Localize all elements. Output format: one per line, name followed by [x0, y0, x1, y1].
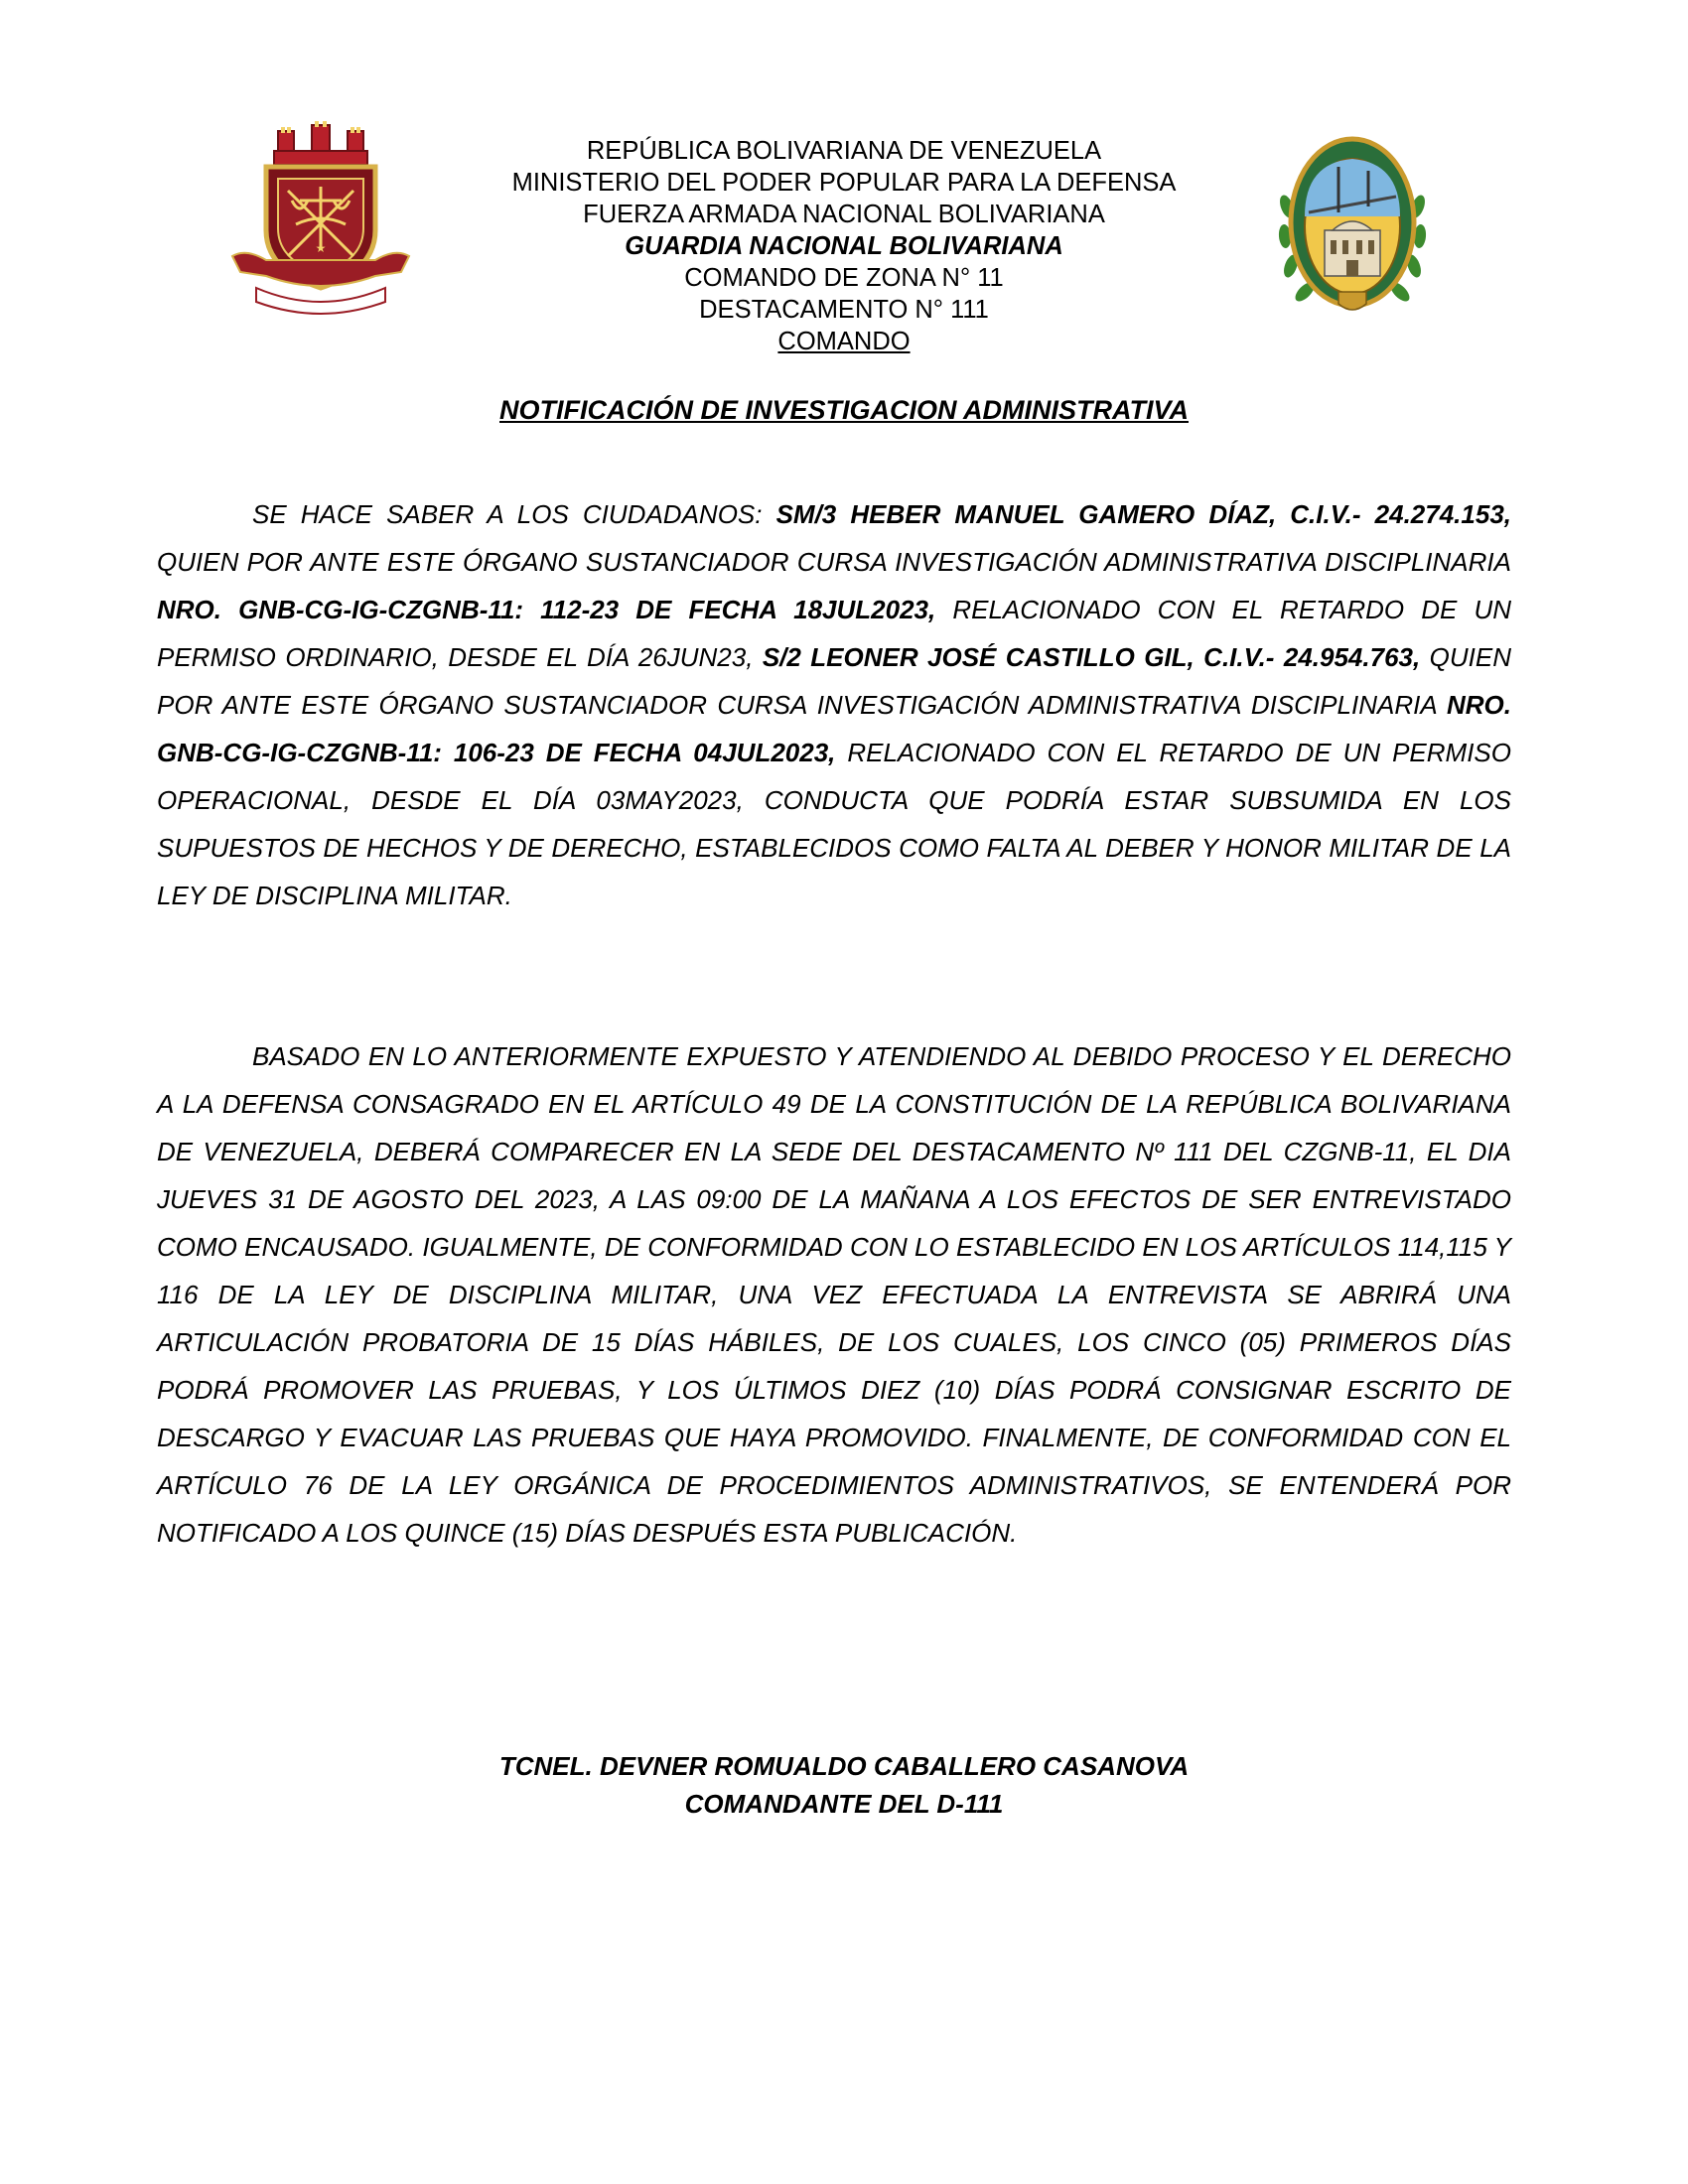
notification-paragraph [157, 490, 1511, 919]
header-republica: REPÚBLICA BOLIVARIANA DE VENEZUELA [586, 137, 1102, 165]
header-guardia-nacional: GUARDIA NACIONAL BOLIVARIANA [625, 232, 1063, 260]
para1-text-4: QUIEN POR ANTE ESTE ÓRGANO SUSTANCIADOR CURSA INVESTIGACIÓN ADMINISTRATIVA DISCIPLINARIA [157, 642, 1511, 720]
svg-text:★: ★ [315, 241, 327, 255]
para1-text-1: SE HACE SABER A LOS CIUDADANOS: [252, 499, 776, 529]
para1-text-5: RELACIONADO CON EL RETARDO DE UN PERMISO OPERACIONAL, DESDE EL DÍA 03MAY2023, CONDUCTA QUE PODRÍA ESTAR SUBSUMIDA EN LOS SUPUESTOS DE HECHOS Y DE DERECHO, ESTABLECIDOS COMO FALTA AL DEBER Y HONOR MILITAR DE LA LEY DE DISCIPLINA MILITAR. [157, 738, 1512, 910]
para1-case-2: NRO. GNB-CG-IG-CZGNB-11: 106-23 DE FECHA 04JUL2023, [157, 690, 1511, 767]
para1-text-2: QUIEN POR ANTE ESTE ÓRGANO SUSTANCIADOR CURSA INVESTIGACIÓN ADMINISTRATIVA DISCIPLINARIA [157, 547, 1511, 577]
signatory-role: COMANDANTE DEL D-111 [684, 1789, 1004, 1819]
para1-person-2: S/2 LEONER JOSÉ CASTILLO GIL, C.I.V.- 24.954.763, [762, 642, 1421, 672]
para1-case-1: NRO. GNB-CG-IG-CZGNB-11: 112-23 DE FECHA 18JUL2023, [157, 595, 936, 624]
signatory-name: TCNEL. DEVNER ROMUALDO CABALLERO CASANOVA [498, 1751, 1190, 1781]
header-destacamento: DESTACAMENTO N° 111 [699, 296, 989, 324]
document-header [0, 135, 1688, 357]
document-title: NOTIFICACIÓN DE INVESTIGACION ADMINISTRATIVA [499, 395, 1189, 425]
signature-block [0, 1747, 1688, 1823]
para1-text-3: RELACIONADO CON EL RETARDO DE UN PERMISO ORDINARIO, DESDE EL DÍA 26JUN23, [157, 595, 1511, 672]
header-ministerio: MINISTERIO DEL PODER POPULAR PARA LA DEFENSA [511, 169, 1177, 197]
para1-person-1: SM/3 HEBER MANUEL GAMERO DÍAZ, C.I.V.- 24.274.153, [775, 499, 1511, 529]
header-fuerza-armada: FUERZA ARMADA NACIONAL BOLIVARIANA [583, 201, 1105, 228]
header-comando-zona: COMANDO DE ZONA N° 11 [684, 264, 1004, 292]
header-comando: COMANDO [777, 328, 911, 355]
summons-paragraph: BASADO EN LO ANTERIORMENTE EXPUESTO Y ATENDIENDO AL DEBIDO PROCESO Y EL DERECHO A LA DEFENSA CONSAGRADO EN EL ARTÍCULO 49 DE LA CONSTITUCIÓN DE LA REPÚBLICA BOLIVARIANA DE VENEZUELA, DEBERÁ COMPARECER EN LA SEDE DEL DESTACAMENTO Nº 111 DEL CZGNB-11, EL DIA JUEVES 31 DE AGOSTO DEL 2023, A LAS 09:00 DE LA MAÑANA A LOS EFECTOS DE SER ENTREVISTADO COMO ENCAUSADO. IGUALMENTE, DE CONFORMIDAD CON LO ESTABLECIDO EN LOS ARTÍCULOS 114,115 Y 116 DE LA LEY DE DISCIPLINA MILITAR, UNA VEZ EFECTUADA LA ENTREVISTA SE ABRIRÁ UNA ARTICULACIÓN PROBATORIA DE 15 DÍAS HÁBILES, DE LOS CUALES, LOS CINCO (05) PRIMEROS DÍAS PODRÁ PROMOVER LAS PRUEBAS, Y LOS ÚLTIMOS DIEZ (10) DÍAS PODRÁ CONSIGNAR ESCRITO DE DESCARGO Y EVACUAR LAS PRUEBAS QUE HAYA PROMOVIDO. FINALMENTE, DE CONFORMIDAD CON EL ARTÍCULO 76 DE LA LEY ORGÁNICA DE PROCEDIMIENTOS ADMINISTRATIVOS, SE ENTENDERÁ POR NOTIFICADO A LOS QUINCE (15) DÍAS DESPUÉS ESTA PUBLICACIÓN. [157, 1041, 1511, 1548]
